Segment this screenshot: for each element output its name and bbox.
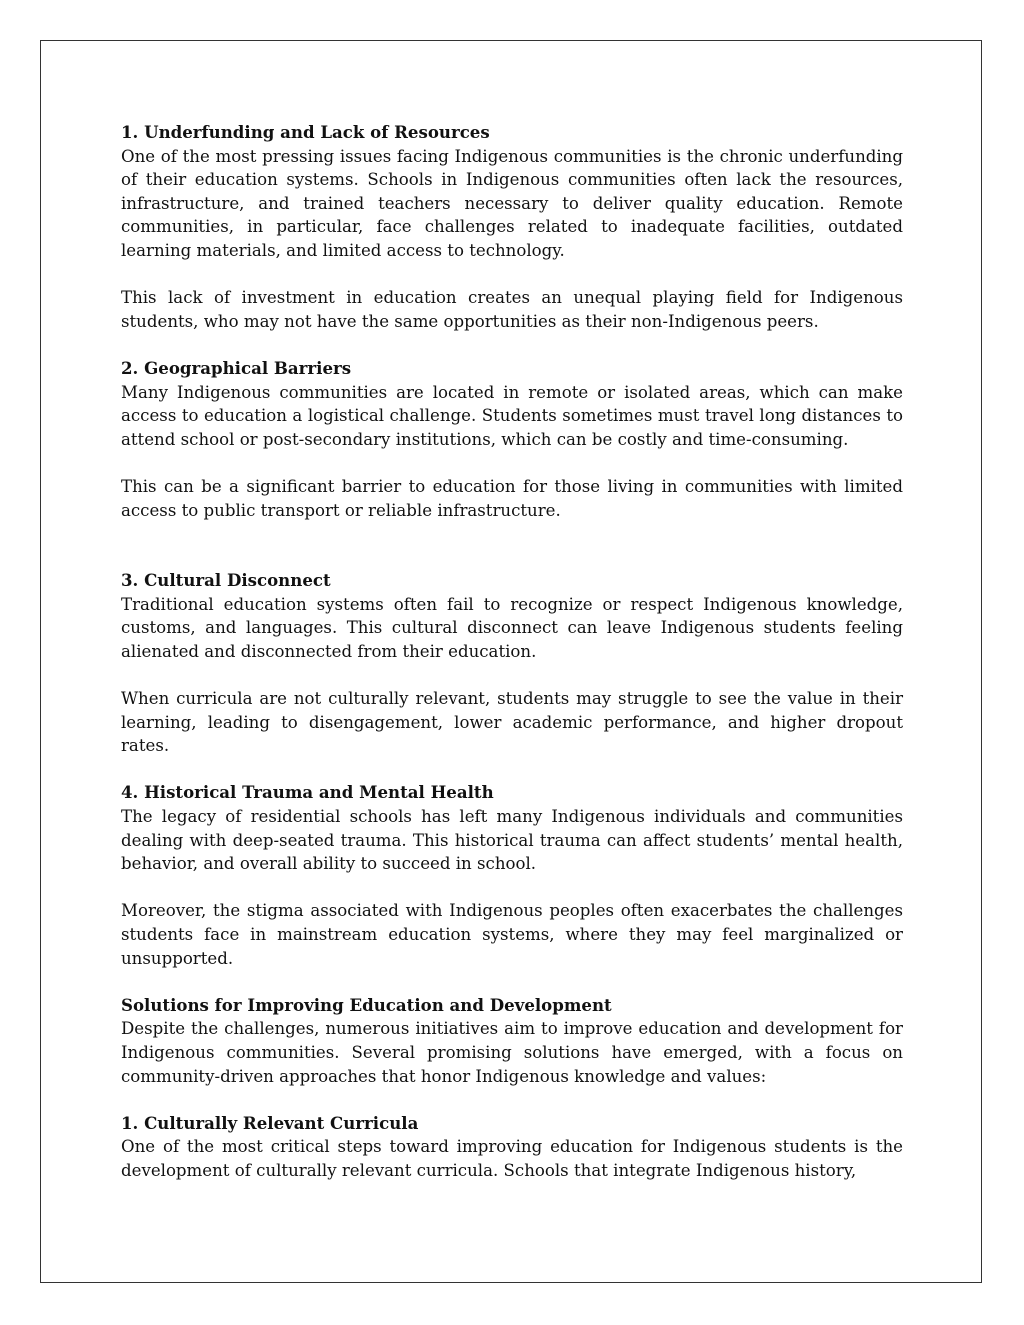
section-cultural-disconnect <box>121 569 903 758</box>
section-culturally-relevant-curricula <box>121 1112 903 1183</box>
paragraph: This lack of investment in education creates an unequal playing field for Indigenous students, who may not have the same opportunities as their non-Indigenous peers. <box>121 288 903 331</box>
section-historical-trauma <box>121 781 903 970</box>
paragraph: Moreover, the stigma associated with Indigenous peoples often exacerbates the challenges students face in mainstream education systems, where they may feel marginalized or unsupported. <box>121 901 903 968</box>
paragraph: Traditional education systems often fail to recognize or respect Indigenous knowledge, customs, and languages. This cultural disconnect can leave Indigenous students feeling alienated and disconnected from their education. <box>121 594 903 661</box>
section-underfunding <box>121 121 903 333</box>
paragraph: Many Indigenous communities are located in remote or isolated areas, which can make access to education a logistical challenge. Students sometimes must travel long distances to attend school or post-secondary institutions, which can be costly and time-consuming. <box>121 382 903 449</box>
section-heading: 2. Geographical Barriers <box>121 357 352 378</box>
paragraph: The legacy of residential schools has left many Indigenous individuals and communities dealing with deep-seated trauma. This historical trauma can affect students’ mental health, behavior, and overall ability to succeed in school. <box>121 807 903 874</box>
paragraph: This can be a significant barrier to education for those living in communities with limited access to public transport or reliable infrastructure. <box>121 476 903 520</box>
paragraph: Despite the challenges, numerous initiatives aim to improve education and development for Indigenous communities. Several promising solutions have emerged, with a focus on community-driven approaches that honor Indigenous knowledge and values: <box>121 1019 903 1086</box>
section-heading: 1. Underfunding and Lack of Resources <box>121 122 490 142</box>
section-solutions <box>121 994 903 1088</box>
section-heading: 4. Historical Trauma and Mental Health <box>121 782 494 803</box>
section-heading: 1. Culturally Relevant Curricula <box>121 1112 419 1133</box>
paragraph: One of the most pressing issues facing Indigenous communities is the chronic underfunding of their education systems. Schools in Indigenous communities often lack the resources, infrastructure, and trained teachers necessary to deliver quality education. Remote communities, in particular, face challenges related to inadequate facilities, outdated learning materials, and limited access to technology. <box>121 146 903 260</box>
document-body <box>121 121 903 1183</box>
section-geographical-barriers <box>121 357 903 522</box>
section-heading: 3. Cultural Disconnect <box>121 570 331 591</box>
section-heading: Solutions for Improving Education and Development <box>121 994 612 1015</box>
paragraph: One of the most critical steps toward improving education for Indigenous students is the development of culturally relevant curricula. Schools that integrate Indigenous history, <box>121 1137 903 1180</box>
paragraph: When curricula are not culturally relevant, students may struggle to see the value in their learning, leading to disengagement, lower academic performance, and higher dropout rates. <box>121 689 903 756</box>
